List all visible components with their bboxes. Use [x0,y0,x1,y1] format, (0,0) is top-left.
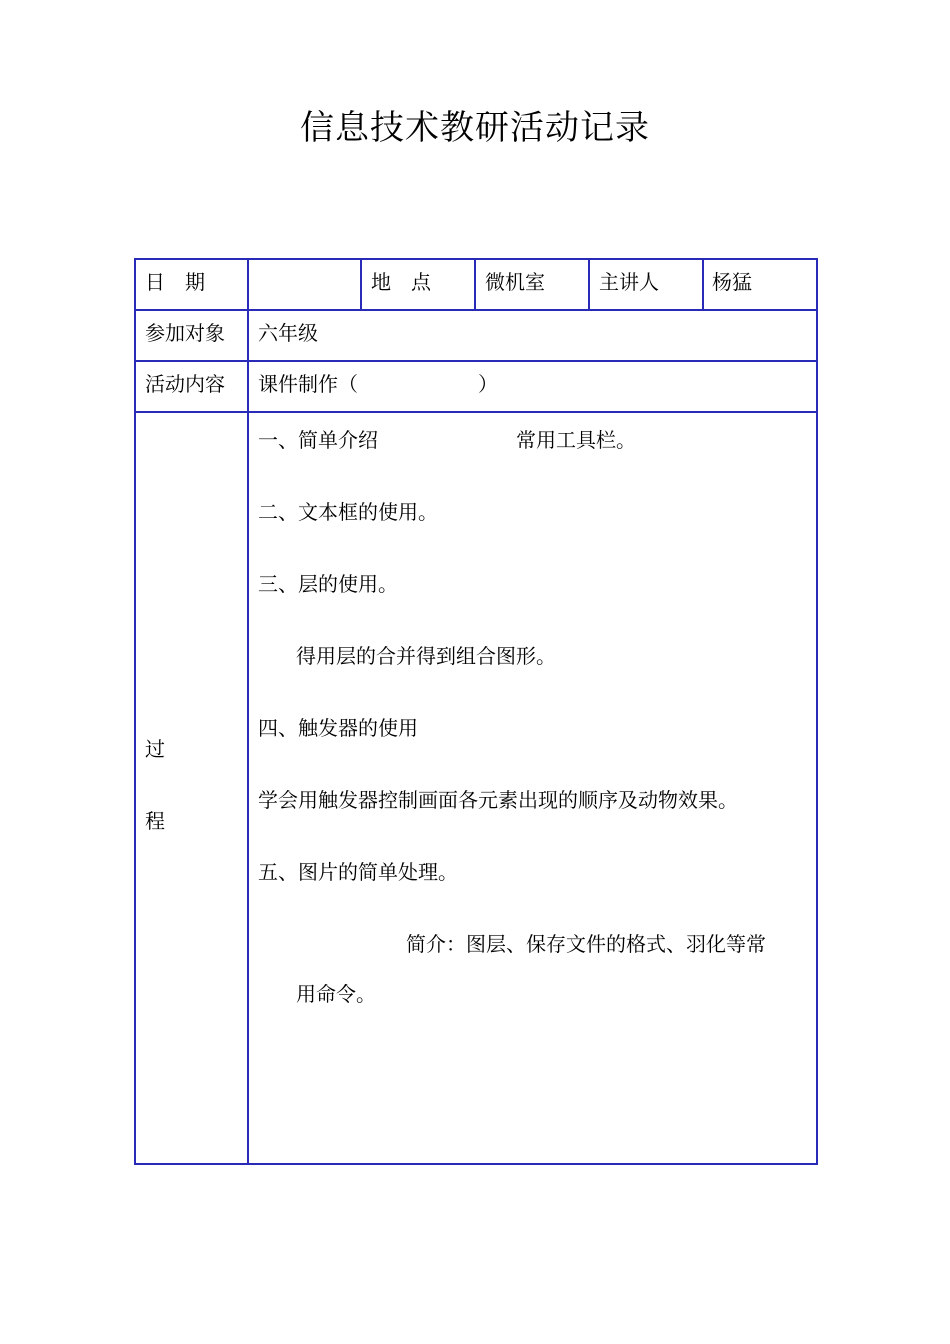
process-line-2: 二、文本框的使用。 [258,500,438,524]
speaker-value: 杨猛 [712,270,752,294]
table-col-divider [360,258,362,311]
table-col-divider [247,258,249,1165]
process-label-char-1: 过 [145,737,165,761]
process-line-7: 五、图片的简单处理。 [258,860,458,884]
process-line-4: 得用层的合并得到组合图形。 [296,644,556,668]
process-line-5: 四、触发器的使用 [258,716,418,740]
table-col-divider [702,258,704,311]
place-label: 地 点 [371,270,431,294]
table-row-divider [134,360,818,362]
table-col-divider [474,258,476,311]
participants-label: 参加对象 [145,321,225,345]
table-border-bottom [134,1163,818,1165]
date-label: 日 期 [145,270,205,294]
process-line-3: 三、层的使用。 [258,572,398,596]
process-label-char-2: 程 [145,809,165,833]
document-title: 信息技术教研活动记录 [300,108,650,148]
table-col-divider [588,258,590,311]
record-table [134,258,818,1166]
participants-value: 六年级 [258,321,318,345]
table-border-top [134,258,818,260]
table-row-divider [134,411,818,413]
content-value: 课件制作（ ） [258,372,498,396]
table-border-right [816,258,818,1165]
place-value: 微机室 [485,270,545,294]
process-line-1a: 一、简单介绍 [258,428,378,452]
process-line-8: 简介：图层、保存文件的格式、羽化等常 [406,932,766,956]
table-border-left [134,258,136,1165]
process-line-1b: 常用工具栏。 [516,428,636,452]
process-line-9: 用命令。 [296,982,376,1006]
content-label: 活动内容 [145,372,225,396]
table-row-divider [134,309,818,311]
speaker-label: 主讲人 [599,270,659,294]
process-line-6: 学会用触发器控制画面各元素出现的顺序及动物效果。 [258,788,738,812]
